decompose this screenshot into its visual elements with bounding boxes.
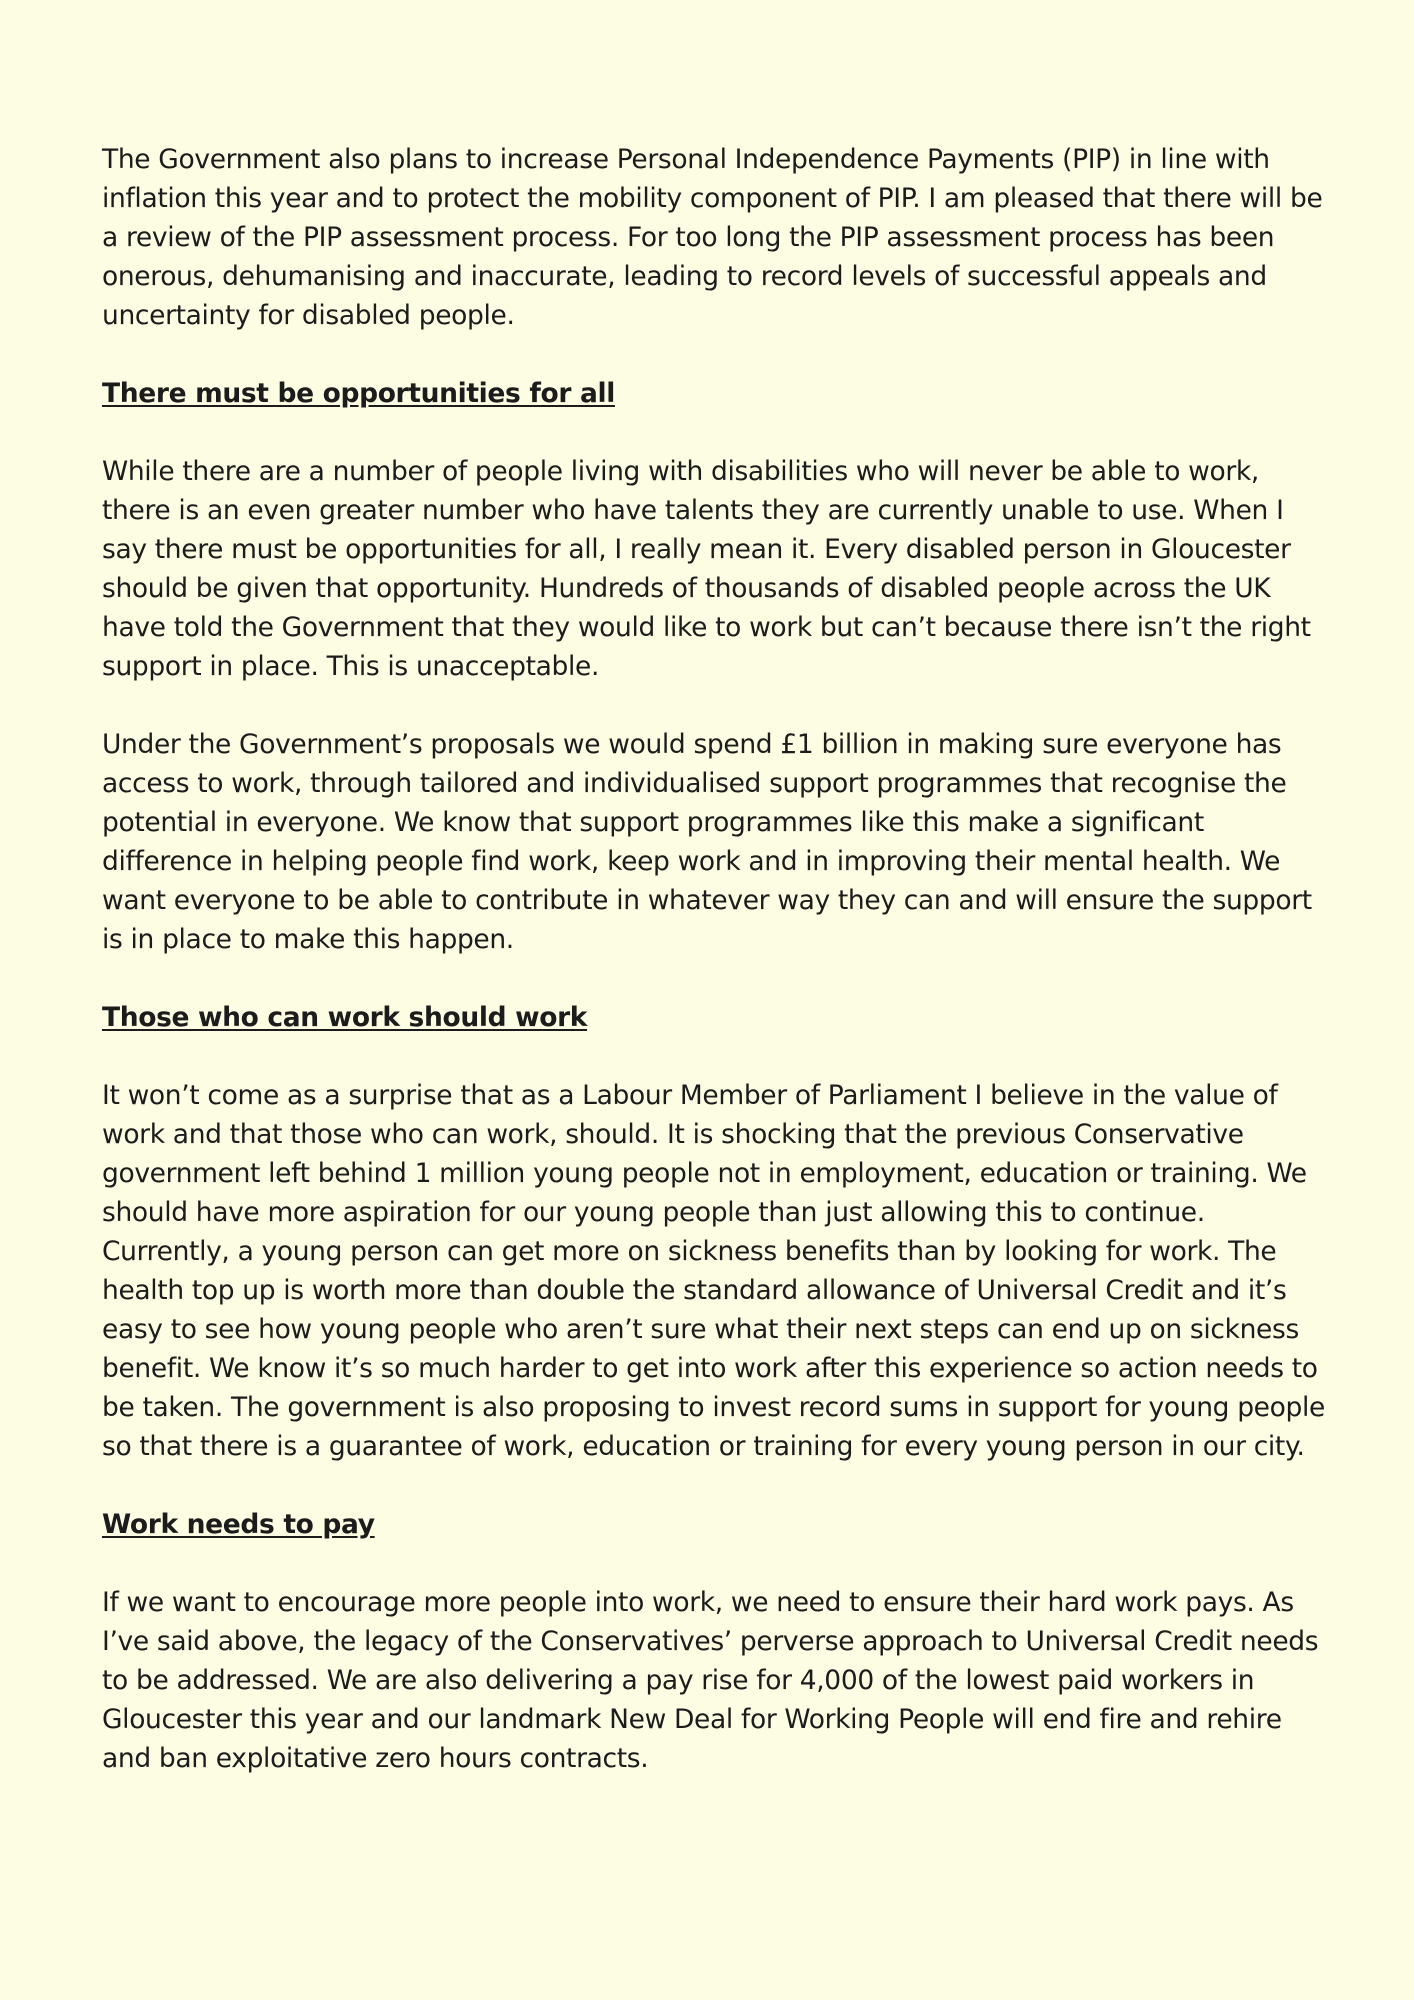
document-page (102, 140, 1332, 1817)
work-paragraph: It won’t come as a surprise that as a Labour Member of Parliament I believe in the value of work and that those who can work, should. It is shocking that the previous Conservative government left behind 1 million young people not in employment, education or training. We should have more aspiration for our young people than just allowing this to continue. Currently, a young person can get more on sickness benefits than by looking for work. The health top up is worth more than double the standard allowance of Universal Credit and it’s easy to see how young people who aren’t sure what their next steps can end up on sickness benefit. We know it’s so much harder to get into work after this experience so action needs to be taken. The government is also proposing to invest record sums in support for young people so that there is a guarantee of work, education or training for every young person in our city. (102, 1080, 1325, 1462)
pay-paragraph: If we want to encourage more people into work, we need to ensure their hard work pays. As I’ve said above, the legacy of the Conservatives’ perverse approach to Universal Credit needs to be addressed. We are also delivering a pay rise for 4,000 of the lowest paid workers in Gloucester this year and our landmark New Deal for Working People will end fire and rehire and ban exploitative zero hours contracts. (102, 1587, 1319, 1774)
intro-paragraph: The Government also plans to increase Personal Independence Payments (PIP) in line with inflation this year and to protect the mobility component of PIP. I am pleased that there will be a review of the PIP assessment process. For too long the PIP assessment process has been onerous, dehumanising and inaccurate, leading to record levels of successful appeals and uncertainty for disabled people. (102, 144, 1323, 331)
heading-pay: Work needs to pay (102, 1509, 375, 1540)
heading-work: Those who can work should work (102, 1002, 588, 1033)
opportunities-paragraph-1: While there are a number of people living with disabilities who will never be able to work, there is an even greater number who have talents they are currently unable to use. When I say there must be opportunities for all, I really mean it. Every disabled person in Gloucester should be given that opportunity. Hundreds of thousands of disabled people across the UK have told the Government that they would like to work but can’t because there isn’t the right support in place. This is unacceptable. (102, 456, 1311, 682)
opportunities-paragraph-2: Under the Government’s proposals we would spend £1 billion in making sure everyone has access to work, through tailored and individualised support programmes that recognise the potential in everyone. We know that support programmes like this make a significant difference in helping people find work, keep work and in improving their mental health. We want everyone to be able to contribute in whatever way they can and will ensure the support is in place to make this happen. (102, 729, 1312, 955)
heading-opportunities: There must be opportunities for all (102, 378, 615, 409)
